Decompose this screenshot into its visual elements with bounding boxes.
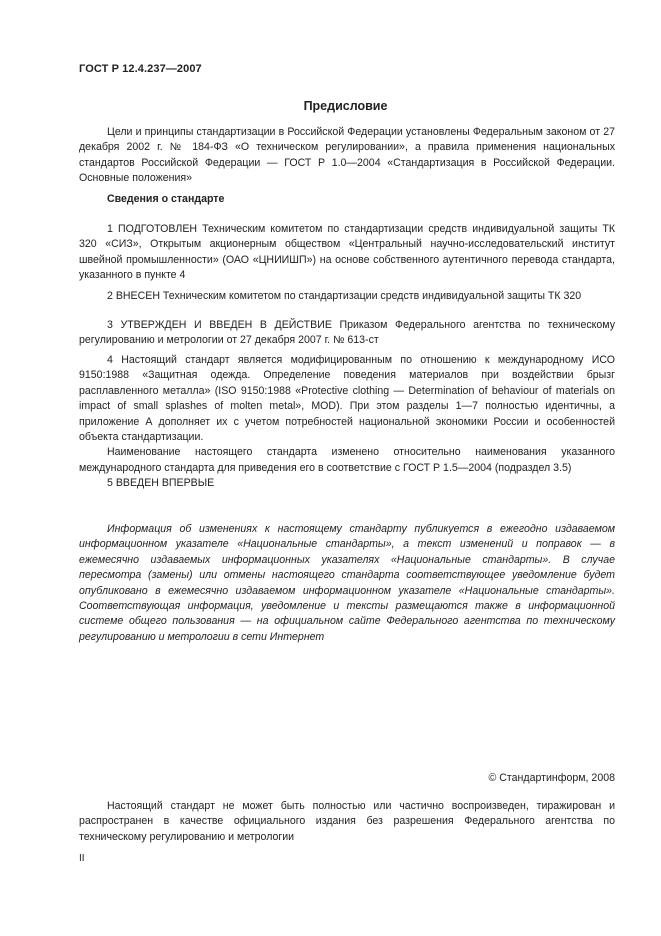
item-1-block (79, 222, 615, 284)
page-title (0, 99, 661, 113)
standard-code-header: ГОСТ Р 12.4.237—2007 (79, 63, 202, 75)
item-5: 5 ВВЕДЕН ВПЕРВЫЕ (107, 477, 215, 489)
section-heading-block (79, 192, 615, 207)
notice-block (79, 522, 615, 645)
copyright-line: © Стандартинформ, 2008 (488, 772, 615, 784)
title-text: Предисловие (303, 99, 388, 113)
item-4: 4 Настоящий стандарт является модифицированным по отношению к международному ИСО 9150:1988 «Защитная одежда. Определение поведения материалов при воздействии брызг расплавленного металла» (ISO 9150:1988 «Protective clothing — Determination of behaviour of materials on impact of small splashes of molten metal», MOD). При этом разделы 1—7 полностью идентичны, а приложение А дополняет их с учетом потребностей национальной экономики России и особенностей объекта стандартизации. (79, 354, 615, 444)
notice-paragraph: Информация об изменениях к настоящему стандарту публикуется в ежегодно издаваемом информационном указателе «Национальные стандарты», а текст изменений и поправок — в ежемесячно издаваемых информационных указателях «Национальные стандарты». В случае пересмотра (замены) или отмены настоящего стандарта соответствующее уведомление будет опубликовано в ежемесячно издаваемом информационном указателе «Национальные стандарты». Соответствующая информация, уведомление и тексты размещаются также в информационной системе общего пользования — на официальном сайте Федерального агентства по техническому регулированию и метрологии в сети Интернет (79, 523, 615, 643)
item-2-block (79, 289, 615, 304)
page-number: II (79, 853, 85, 864)
section-heading: Сведения о стандарте (107, 193, 225, 205)
intro-paragraph: Цели и принципы стандартизации в Российской Федерации установлены Федеральным законом от 27 декабря 2002 г. № 184-ФЗ «О техническом регулировании», а правила применения национальных стандартов Российской Федерации — ГОСТ Р 1.0—2004 «Стандартизация в Российской Федерации. Основные положения» (79, 126, 615, 185)
item-2: 2 ВНЕСЕН Техническим комитетом по стандартизации средств индивидуальной защиты ТК 320 (107, 290, 582, 302)
item-4-note: Наименование настоящего стандарта изменено относительно наименования указанного международного стандарта для приведения его в соответствие с ГОСТ Р 1.5—2004 (подраздел 3.5) (79, 446, 615, 474)
footer-paragraph: Настоящий стандарт не может быть полностью или частично воспроизведен, тиражирован и распространен в качестве официального издания без разрешения Федерального агентства по техническому регулированию и метрологии (79, 800, 615, 843)
item-1: 1 ПОДГОТОВЛЕН Техническим комитетом по стандартизации средств индивидуальной защиты ТК 320 «СИЗ», Открытым акционерным обществом «Центральный научно-исследовательский институт швейной промышленности» (ОАО «ЦНИИШП») на основе собственного аутентичного перевода стандарта, указанного в пункте 4 (79, 223, 615, 282)
footer-block (79, 799, 615, 845)
item-3: 3 УТВЕРЖДЕН И ВВЕДЕН В ДЕЙСТВИЕ Приказом Федерального агентства по техническому регулированию и метрологии от 27 декабря 2007 г. № 613-ст (79, 319, 615, 347)
item-4-block (79, 353, 615, 476)
intro-block (79, 125, 615, 187)
item-5-block (79, 476, 615, 491)
item-3-block (79, 318, 615, 349)
